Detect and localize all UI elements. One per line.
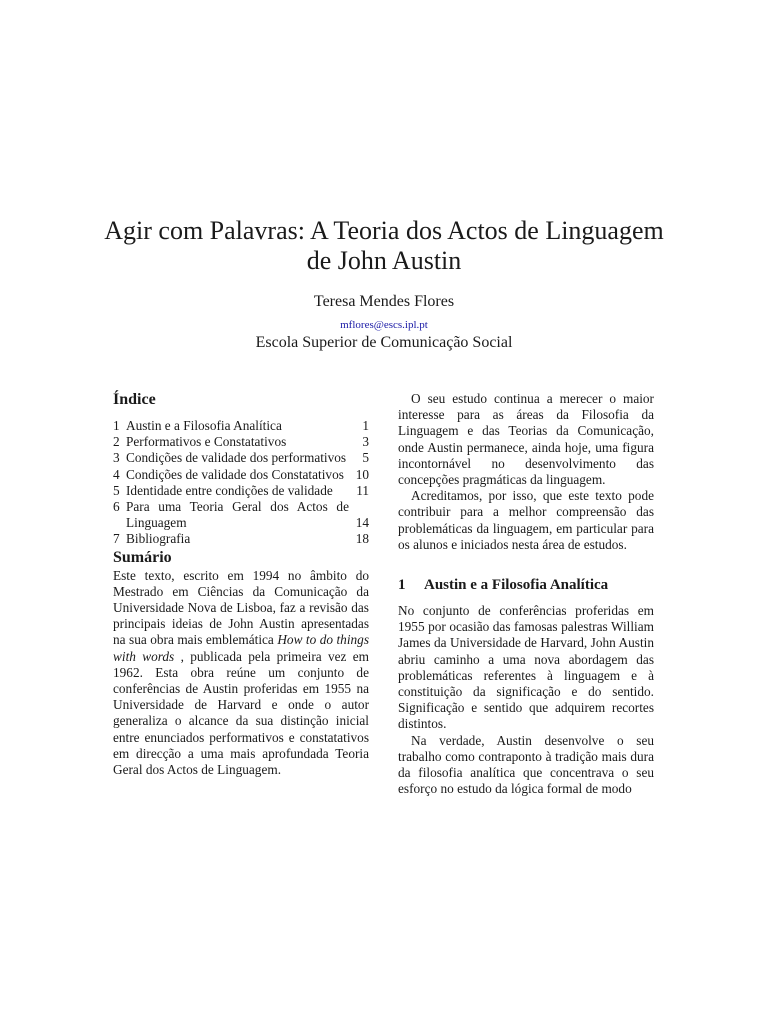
toc-entry[interactable]: [113, 499, 369, 531]
toc-entry-page: 1: [362, 418, 369, 433]
book-title-italic: How to do things with words: [113, 632, 369, 664]
paper-title-line2: de John Austin: [306, 246, 462, 275]
section-1-heading: [398, 575, 654, 595]
summary-paragraph-2: O seu estudo continua a merecer o maior interesse para as áreas da Filosofia da Linguagem e das Teorias da Comunicação, onde Austin permanece, ainda hoje, uma figura incontornável no desenvolvimento das concepções pragmáticas da linguagem.: [398, 391, 654, 488]
summary-text-b: , publicada pela primeira vez em 1962. Esta obra reúne um conjunto de conferências de Austin proferidas em 1955 na Universidade de Harvard e onde o autor generaliza o alcance da sua distinção inicial entre enunciados performativos e constatativos em direcção a uma mais aprofundada Teoria Geral dos Actos de Linguagem.: [113, 648, 369, 778]
toc-entry-number: 4: [113, 466, 120, 482]
toc-entry-title: Identidade entre condições de validade: [126, 482, 333, 498]
summary-heading: Sumário: [113, 548, 172, 566]
toc-entry-title: Austin e a Filosofia Analítica: [126, 418, 282, 433]
right-column: [398, 391, 654, 797]
toc-entry-page: 11: [356, 482, 369, 498]
toc-entry-title: Performativos e Constatativos: [126, 434, 287, 450]
toc-heading: Índice: [113, 391, 156, 408]
toc-entry-number: 5: [113, 482, 120, 498]
toc-entry-number: 6: [113, 499, 120, 515]
toc-entry[interactable]: [113, 531, 369, 547]
table-of-contents: [113, 418, 369, 548]
toc-entry-number: 7: [113, 531, 120, 547]
toc-entry-number: 1: [113, 418, 120, 433]
paper-title-line1: Agir com Palavras: A Teoria dos Actos de Linguagem: [104, 216, 664, 245]
toc-entry-page: 18: [355, 531, 369, 547]
toc-entry[interactable]: [113, 434, 369, 450]
paper-title: [60, 216, 708, 276]
toc-entry-title: Condições de validade dos Constatativos: [126, 466, 344, 482]
toc-entry-page: 14: [355, 515, 369, 531]
author-affiliation: Escola Superior de Comunicação Social: [255, 334, 513, 351]
section-1-title: Austin e a Filosofia Analítica: [424, 577, 609, 594]
summary-text-a: Este texto, escrito em 1994 no âmbito do Mestrado em Ciências da Comunicação da Universidade Nova de Lisboa, faz a revisão das principais ideias de John Austin apresentadas na sua obra mais emblemática: [113, 567, 369, 648]
toc-entry[interactable]: [113, 418, 369, 434]
section-1-paragraph-2: Na verdade, Austin desenvolve o seu trabalho como contraponto à tradição mais dura da filosofia analítica que concentrava o seu esforço no estudo da lógica formal de modo: [398, 732, 654, 797]
toc-entry-page: 10: [355, 466, 369, 482]
author-email-link[interactable]: mflores@escs.ipl.pt: [340, 319, 428, 331]
toc-entry-number: 3: [113, 450, 120, 466]
author-name: Teresa Mendes Flores: [313, 293, 455, 310]
toc-entry[interactable]: [113, 483, 369, 499]
toc-entry-title: Condições de validade dos performativos: [126, 450, 347, 466]
toc-entry[interactable]: [113, 467, 369, 483]
toc-entry-page: 5: [362, 450, 369, 466]
summary-paragraph-3: Acreditamos, por isso, que este texto pode contribuir para a melhor compreensão das problemáticas da linguagem, em particular para os alunos e iniciados nesta área de estudos.: [398, 488, 654, 552]
toc-entry[interactable]: [113, 450, 369, 466]
toc-entry-title: Para uma Teoria Geral dos Actos de Linguagem: [126, 499, 349, 531]
section-1-paragraph-1: No conjunto de conferências proferidas em 1955 por ocasião das famosas palestras William James da Universidade de Harvard, John Austin abriu caminho a uma nova abordagem das problemáticas referentes à linguagem e à constituição da significação e do sentido. Significação e sentido que adquirem recortes distintos.: [398, 603, 654, 732]
summary-paragraph-1: [113, 568, 369, 779]
section-1-number: 1: [398, 577, 406, 594]
toc-entry-page: 3: [362, 434, 369, 450]
toc-entry-number: 2: [113, 434, 120, 450]
toc-entry-title: Bibliografia: [126, 531, 191, 547]
left-column: [113, 390, 369, 778]
